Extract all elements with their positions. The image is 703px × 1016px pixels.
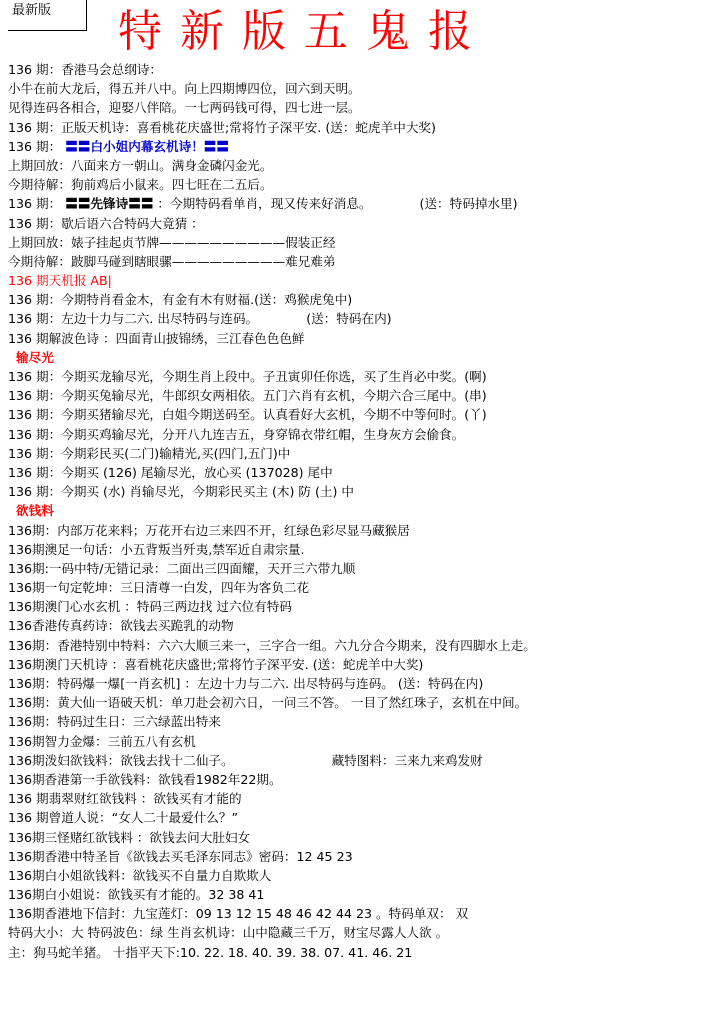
text-line: 特码大小：大 特码波色：绿 生肖玄机诗：山中隐藏三千万，财宝尽露人人欲 。 <box>8 925 449 941</box>
text-line: 136 期：今期彩民买(二门)输精光,买(四门,五门)中 <box>8 445 291 461</box>
page-title: 特新版五鬼报 <box>118 6 490 57</box>
text-line: 136期：内部万花来料；万花开右边三来四不开，红绿色彩尽显马藏猴居 <box>8 522 410 538</box>
line-body: 136 期：左边十力与二六. 出尽特码与连码。 <box>8 311 259 327</box>
text-line: 136期一句定乾坤：三日清尊一白发，四年为客负二花 <box>8 580 310 596</box>
line-prefix: 136 期： <box>8 196 62 212</box>
poem-heading: 〓〓先锋诗〓〓 <box>65 196 154 212</box>
text-line <box>8 137 698 156</box>
text-line: 136 期：今期买猪输尽光，白姐今期送码至。认真看好大玄机，今期不中等何时。(丫) <box>8 407 487 423</box>
text-line: 136期:一码中特/无错记录：二面出三四面耀，天开三六带九顺 <box>8 560 356 576</box>
document-body <box>8 60 698 962</box>
line-note: (送：特码在内) <box>306 311 392 327</box>
text-line: 136期白小姐欲钱料：欲钱买不自量力自欺欺人 <box>8 867 272 883</box>
text-line: 136 期翡翠财红欲钱料 ：欲钱买有才能的 <box>8 791 242 807</box>
text-line: 136期香港中特圣旨《欲钱去买毛泽东同志》密码：12 45 23 <box>8 848 353 864</box>
text-line: 136 期：香港马会总纲诗： <box>8 62 162 77</box>
text-line: 136 期：歇后语六合特码大竟猜 ： <box>8 215 204 231</box>
text-line: 136期澳门天机诗 ：喜看桃花庆盛世;常将竹子深平安. (送：蛇虎羊中大奖) <box>8 656 424 672</box>
text-line: 136期：特码过生日：三六绿蓝出特来 <box>8 714 221 730</box>
line-body: ：今期特码看单肖，现又传来好消息。 <box>157 196 372 212</box>
text-line: 136 期解波色诗 ：四面青山披锦绣，三江春色色色鲜 <box>8 330 305 346</box>
text-line: 136期香港第一手欲钱料：欲钱看1982年22期。 <box>8 771 282 787</box>
text-line: 136期：香港特别中特料：六六大顺三来一，三字合一组。六九分合今期来，没有四脚水上走。 <box>8 637 536 653</box>
text-line: 136期澳门心水玄机 ：特码三两边找 过六位有特码 <box>8 599 292 615</box>
text-line: 今期待解：跛脚马碰到瞎眼骡—————————难兄难弟 <box>8 253 336 269</box>
text-line: 136 期曾道人说：“女人二十最爱什么？” <box>8 810 238 826</box>
text-line: 小牛在前大龙后，得五并八中。向上四期博四位，回六到天明。 <box>8 81 361 97</box>
text-line <box>8 194 698 213</box>
text-line: 主：狗马蛇羊猪。 十指平天下:10. 22. 18. 40. 39. 38. 07. 41. 46. 21 <box>8 944 413 960</box>
text-line: 136期智力金爆：三前五八有玄机 <box>8 733 196 749</box>
text-line: 136期澳足一句话：小五背叛当歼夷,禁军近自肃宗量. <box>8 541 305 557</box>
text-line: 上期回放：八面来方一朝山。满身金磷闪金光。 <box>8 157 273 173</box>
text-line: 136 期：正版天机诗：喜看桃花庆盛世;常将竹子深平安. (送：蛇虎羊中大奖) <box>8 119 436 135</box>
text-line: 136期：特码爆一爆[一肖玄机] ：左边十力与二六. 出尽特码与连码。 (送：特码在内) <box>8 676 484 691</box>
text-line: 136 期：今期买兔输尽光，牛郎织女两相依。五门六肖有玄机，今期六合三尾中。(串) <box>8 388 487 404</box>
line-note: (送：特码掉水里) <box>419 196 518 212</box>
section-heading: 136 期天机报 AB| <box>8 273 112 289</box>
section-heading: 输尽光 <box>16 349 54 365</box>
text-line <box>8 309 698 328</box>
line-prefix: 136 期： <box>8 138 62 154</box>
section-heading: 欲钱料 <box>16 503 54 519</box>
text-line: 上期回放：婊子挂起贞节牌——————————假装正经 <box>8 234 336 250</box>
text-line: 136 期：今期买鸡输尽光，分开八九连吉五，身穿锦衣带红帽，生身灰方会偷食。 <box>8 426 465 442</box>
text-line: 136香港传真药诗：欲钱去买跪乳的动物 <box>8 618 234 634</box>
text-line: 见得连码各相合，迎娶八伴陪。一七两码钱可得，四七进一层。 <box>8 100 361 116</box>
line-body: 136期泼妇欲钱料：欲钱去找十二仙子。 <box>8 752 234 768</box>
text-line: 136期：黄大仙一语破天机：单刀赴会初六日，一问三不答。 一目了然红珠子，玄机在中间。 <box>8 695 528 711</box>
text-line: 今期待解：狗前鸡后小鼠来。四七旺在二五后。 <box>8 177 273 193</box>
line-note: 藏特图料：三来九来鸡发财 <box>331 752 483 768</box>
text-line: 136 期：今期买 (126) 尾输尽光，放心买 (137028) 尾中 <box>8 464 333 480</box>
poem-heading: 〓〓白小姐内幕玄机诗！〓〓 <box>65 138 229 154</box>
text-line: 136期三怪赌红欲钱料 ：欲钱去问大肚妇女 <box>8 829 251 845</box>
text-line <box>8 751 698 770</box>
text-line: 136 期：今期买 (水) 肖输尽光，今期彩民买主 (木) 防 (土) 中 <box>8 484 355 500</box>
text-line: 136 期：今期特肖看金木，有金有木有财福.(送：鸡猴虎兔中) <box>8 292 353 308</box>
text-line: 136期白小姐说：欲钱买有才能的。32 38 41 <box>8 887 265 903</box>
text-line: 136 期：今期买龙输尽光，今期生肖上段中。子丑寅卯任你选，买了生肖必中奖。(啊) <box>8 369 487 384</box>
edition-tag: 最新版 <box>8 0 87 31</box>
text-line: 136期香港地下信封：九宝莲灯：09 13 12 15 48 46 42 44 23 。特码单双： 双 <box>8 906 469 922</box>
